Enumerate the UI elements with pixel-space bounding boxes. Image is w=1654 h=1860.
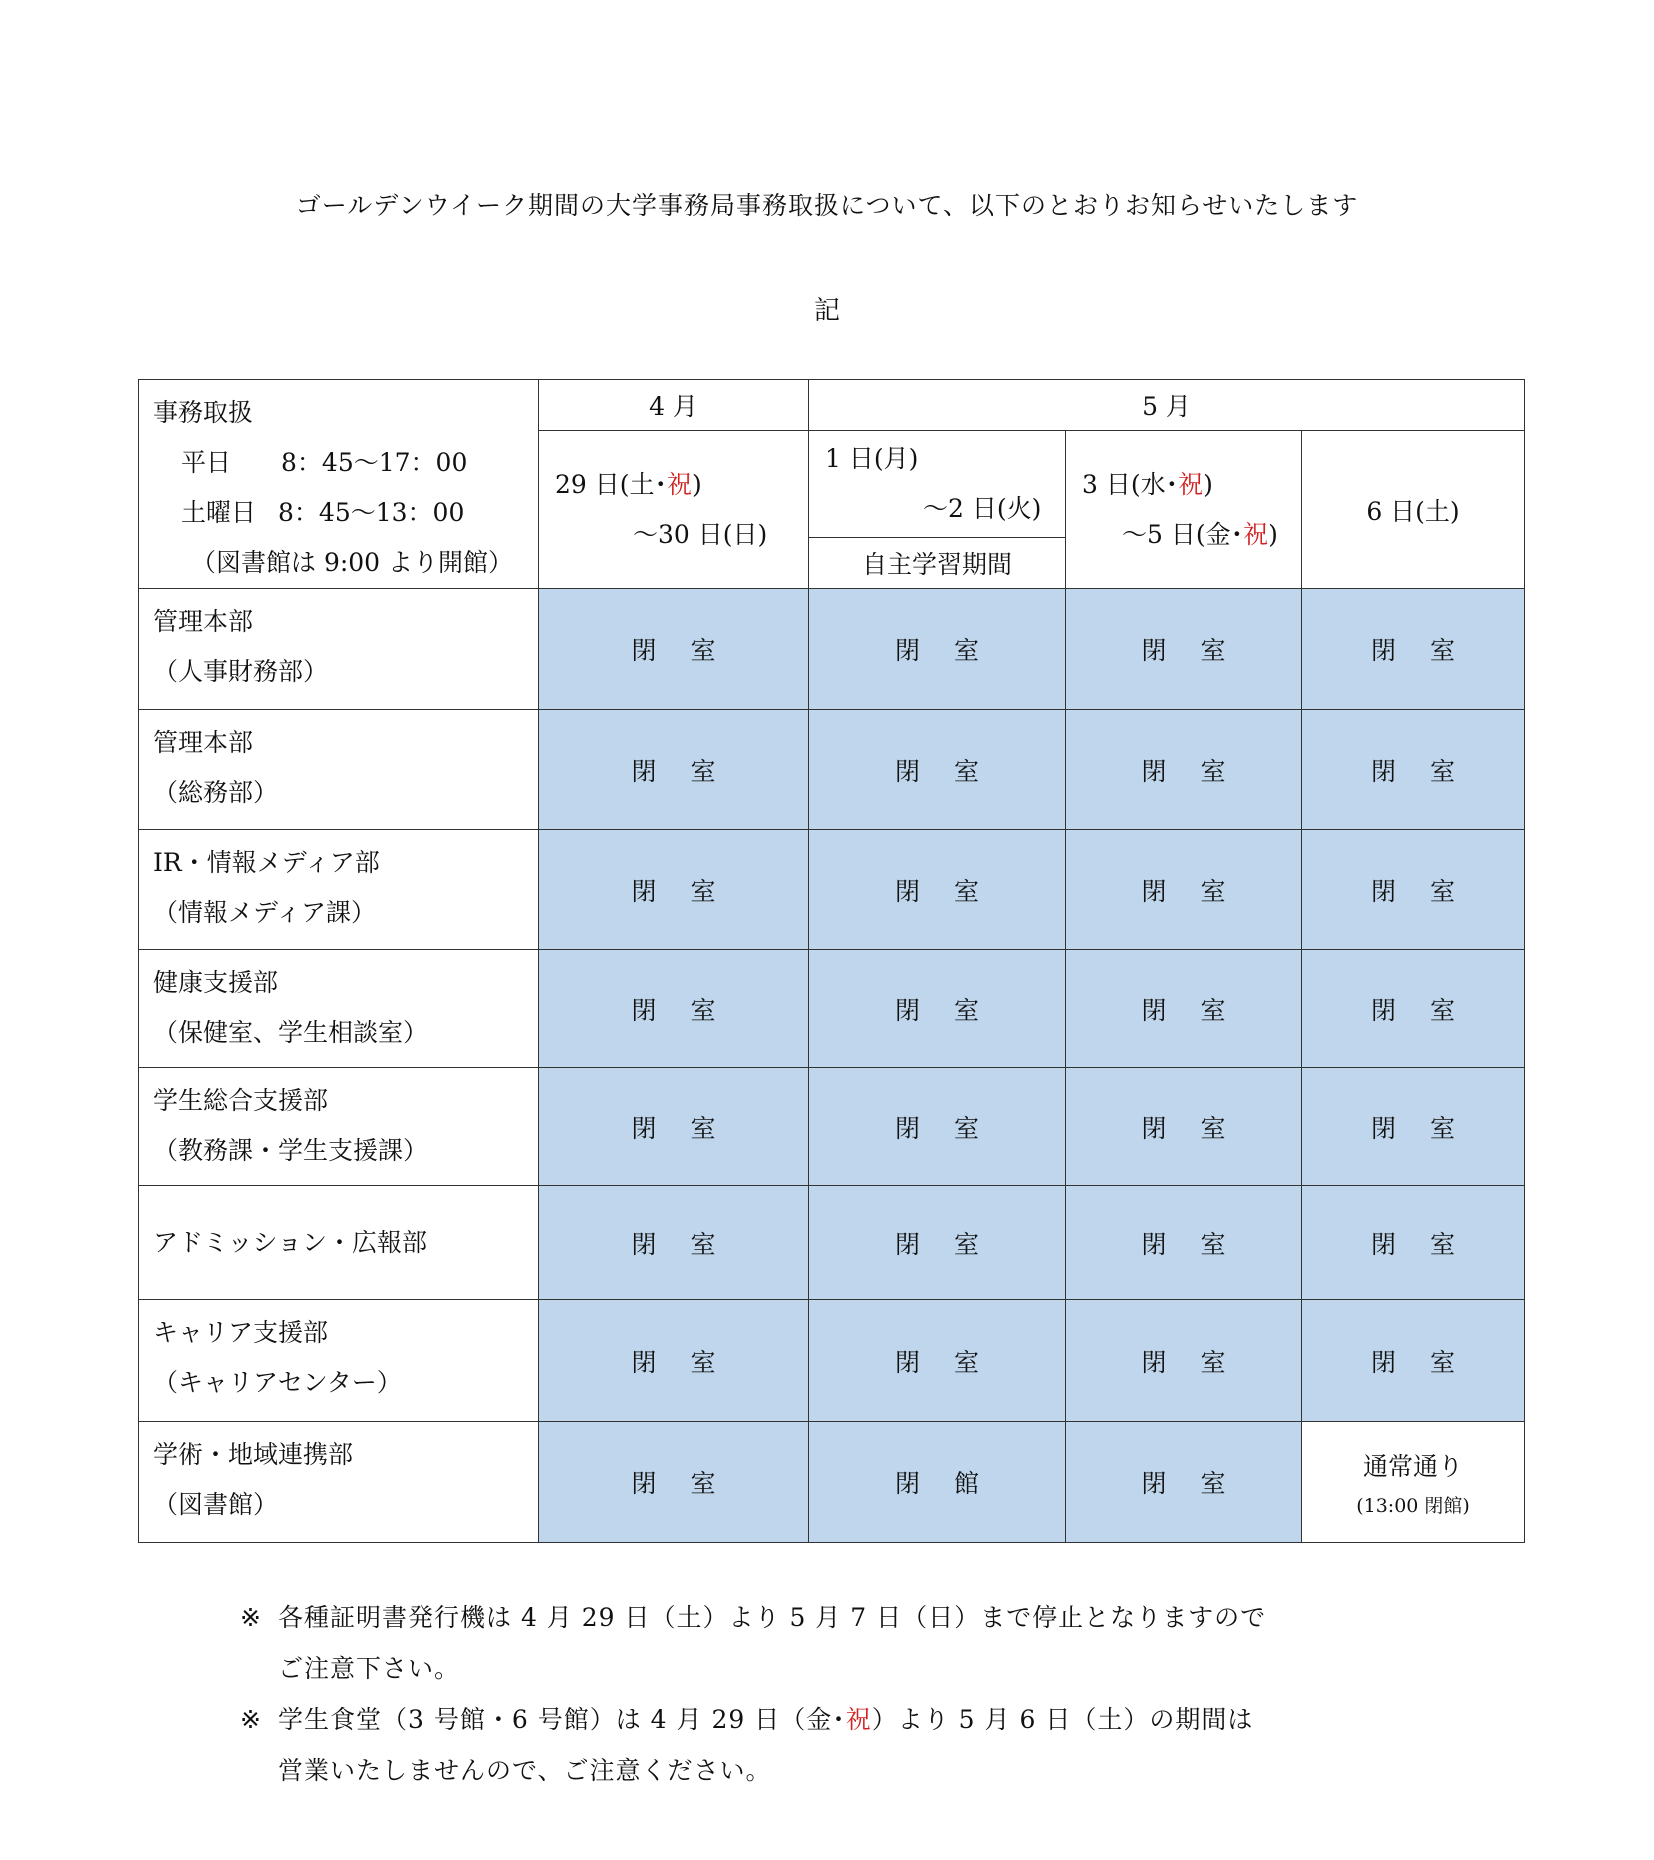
closed-cell: 閉 室 — [1066, 1422, 1302, 1543]
period-may6: 6 日(土) — [1302, 431, 1525, 589]
dept-cell: 管理本部 （人事財務部） — [139, 589, 539, 710]
closed-cell: 閉 室 — [539, 1186, 809, 1300]
closed-cell: 閉 室 — [1302, 950, 1525, 1068]
month-may: 5 月 — [809, 380, 1525, 431]
notes — [240, 1592, 1440, 1796]
period-may3-5: 3 日(水･祝) ～5 日(金･祝) — [1066, 431, 1302, 589]
hours-corner-cell — [139, 380, 539, 589]
closed-cell: 閉 室 — [1066, 950, 1302, 1068]
closed-cell: 閉 室 — [809, 710, 1066, 830]
library-note: （図書館は 9:00 より開館） — [191, 548, 514, 577]
month-april: 4 月 — [539, 380, 809, 431]
closed-cell: 閉 室 — [539, 1068, 809, 1186]
note-2-cont: 営業いたしませんので、ご注意ください。 — [278, 1756, 772, 1785]
closed-cell: 閉 室 — [539, 950, 809, 1068]
dept-cell: 健康支援部 （保健室、学生相談室） — [139, 950, 539, 1068]
closed-cell: 閉 室 — [809, 589, 1066, 710]
closed-cell: 閉 室 — [539, 1422, 809, 1543]
table-row — [139, 950, 1525, 1068]
table-row — [139, 589, 1525, 710]
dept-cell: 管理本部 （総務部） — [139, 710, 539, 830]
closed-cell: 閉 室 — [1302, 1068, 1525, 1186]
table-row — [139, 1186, 1525, 1300]
closed-cell: 閉 室 — [1302, 1186, 1525, 1300]
closed-cell: 閉 室 — [1066, 1300, 1302, 1422]
table-row — [139, 1300, 1525, 1422]
library-closed-cell: 閉 館 — [809, 1422, 1066, 1543]
open-label: 通常通り — [1363, 1452, 1464, 1481]
closed-cell: 閉 室 — [809, 1186, 1066, 1300]
closed-cell: 閉 室 — [1302, 710, 1525, 830]
table-row — [139, 1422, 1525, 1543]
holiday-mark: 祝 — [1243, 519, 1269, 549]
holiday-mark: 祝 — [667, 469, 693, 499]
dept-cell: アドミッション・広報部 — [139, 1186, 539, 1300]
intro-text: ゴールデンウイーク期間の大学事務局事務取扱について、以下のとおりお知らせいたします — [295, 191, 1359, 220]
saturday-hours: 土曜日 8：45～13：00 — [181, 498, 465, 527]
holiday-mark: 祝 — [1178, 469, 1204, 499]
ki-heading: 記 — [813, 296, 840, 326]
self-study-label: 自主学習期間 — [809, 538, 1066, 589]
dept-cell: 学生総合支援部 （教務課・学生支援課） — [139, 1068, 539, 1186]
closed-cell: 閉 室 — [1066, 710, 1302, 830]
table-row — [139, 830, 1525, 950]
closed-cell: 閉 室 — [809, 950, 1066, 1068]
closed-cell: 閉 室 — [539, 830, 809, 950]
closed-cell: 閉 室 — [1302, 589, 1525, 710]
closed-cell: 閉 室 — [1066, 830, 1302, 950]
closed-cell: 閉 室 — [809, 1068, 1066, 1186]
closed-cell: 閉 室 — [539, 589, 809, 710]
closed-cell: 閉 室 — [539, 710, 809, 830]
schedule-table — [138, 379, 1525, 1543]
closed-cell: 閉 室 — [1066, 1068, 1302, 1186]
closed-cell: 閉 室 — [809, 1300, 1066, 1422]
dept-cell: キャリア支援部 （キャリアセンター） — [139, 1300, 539, 1422]
note-1-cont: ご注意下さい。 — [278, 1654, 461, 1683]
table-row — [139, 710, 1525, 830]
closed-cell: 閉 室 — [1066, 589, 1302, 710]
dept-cell: IR・情報メディア部 （情報メディア課） — [139, 830, 539, 950]
holiday-mark: 祝 — [845, 1705, 872, 1734]
closed-cell: 閉 室 — [809, 830, 1066, 950]
close-time-note: (13:00 閉館) — [1356, 1495, 1470, 1517]
dept-cell: 学術・地域連携部 （図書館） — [139, 1422, 539, 1543]
closed-cell: 閉 室 — [1302, 830, 1525, 950]
closed-cell: 閉 室 — [1066, 1186, 1302, 1300]
closed-cell: 閉 室 — [539, 1300, 809, 1422]
library-open-cell — [1302, 1422, 1525, 1543]
note-2: ※ 学生食堂（3 号館・6 号館）は 4 月 29 日（金･祝）より 5 月 6 日（土）の期間は — [240, 1705, 1254, 1734]
closed-cell: 閉 室 — [1302, 1300, 1525, 1422]
corner-title: 事務取扱 — [153, 398, 254, 427]
note-1: ※ 各種証明書発行機は 4 月 29 日（土）より 5 月 7 日（日）まで停止となりますので — [240, 1603, 1267, 1632]
period-apr29-30: 29 日(土･祝) ～30 日(日) — [539, 431, 809, 589]
period-may1-2: 1 日(月) ～2 日(火) — [809, 431, 1066, 538]
weekday-hours: 平日 8：45～17：00 — [181, 448, 468, 477]
table-row — [139, 1068, 1525, 1186]
